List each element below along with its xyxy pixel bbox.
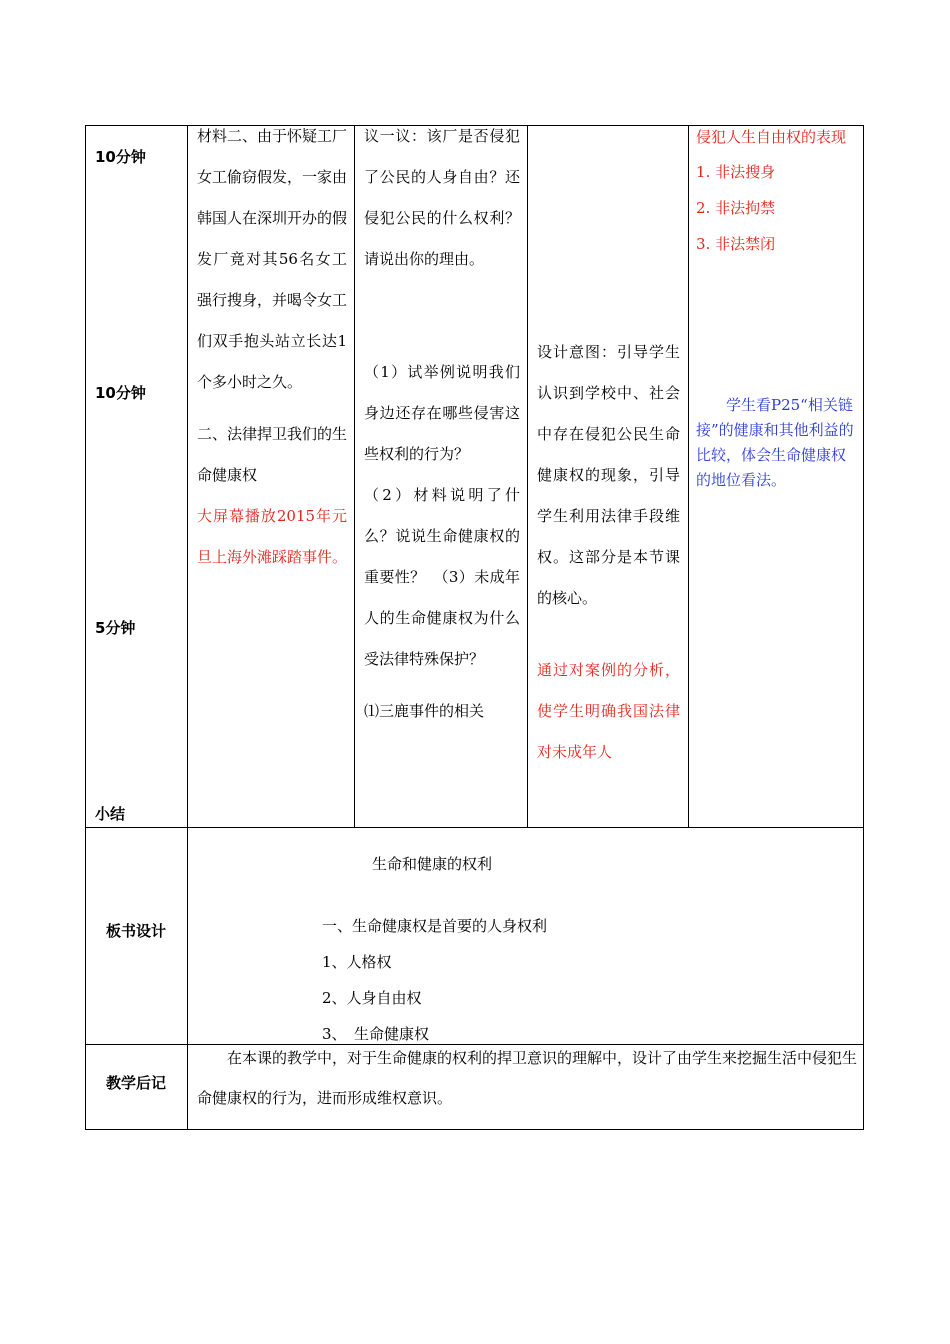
time-10min-second: 10分钟	[95, 384, 146, 402]
notes-column	[696, 116, 856, 493]
board-item: 2、人身自由权	[322, 989, 422, 1007]
column-divider	[187, 125, 188, 1130]
question-two-three: （2）材料说明了什么？说说生命健康权的重要性？ （3）未成年人的生命健康权为什么受法律特殊保护？	[364, 486, 520, 668]
note-item: 2. 非法拘禁	[696, 199, 776, 217]
question-one: （1）试举例说明我们身边还存在哪些侵害这些权利的行为？	[364, 363, 520, 463]
summary-label: 小结	[95, 805, 126, 823]
case-heading: ⑴三鹿事件的相关	[364, 702, 485, 720]
activity-column	[364, 116, 520, 732]
board-heading: 一、生命健康权是首要的人身权利	[322, 917, 548, 935]
board-item: 1、人格权	[322, 953, 392, 971]
intent-column	[537, 332, 680, 773]
infringement-heading: 侵犯人生自由权的表现	[696, 128, 847, 146]
postscript-text: 在本课的教学中，对于生命健康的权利的捍卫意识的理解中，设计了由学生来挖掘生活中侵犯生命健康权的行为，进而形成维权意识。	[197, 1049, 858, 1107]
case-analysis-text: 通过对案例的分析，使学生明确我国法律对未成年人	[537, 661, 680, 761]
time-10min-first: 10分钟	[95, 148, 146, 166]
note-item: 3. 非法禁闭	[696, 235, 776, 253]
section-two-heading: 二、法律捍卫我们的生命健康权	[197, 425, 348, 484]
time-5min: 5分钟	[95, 619, 136, 637]
note-item: 1. 非法搜身	[696, 163, 776, 181]
discussion-prompt: 议一议：该厂是否侵犯了公民的人身自由？还侵犯公民的什么权利？请说出你的理由。	[364, 127, 520, 268]
video-note: 大屏幕播放2015年元旦上海外滩踩踏事件。	[197, 507, 348, 566]
column-divider	[688, 125, 689, 827]
postscript-label: 教学后记	[105, 1074, 166, 1092]
board-design-label: 板书设计	[105, 922, 166, 940]
related-link-note: 学生看P25“相关链接”的健康和其他利益的比较，体会生命健康权的地位看法。	[696, 396, 854, 489]
column-divider	[354, 125, 355, 827]
board-item: 3、 生命健康权	[322, 1025, 430, 1043]
row-divider	[85, 827, 864, 828]
design-intent-text: 设计意图：引导学生认识到学校中、社会中存在侵犯公民生命健康权的现象，引导学生利用法律手段维权。这部分是本节课的核心。	[537, 343, 680, 607]
board-title: 生命和健康的权利	[372, 855, 493, 873]
content-column	[197, 116, 347, 578]
material-two-text: 材料二、由于怀疑工厂女工偷窃假发，一家由韩国人在深圳开办的假发厂竟对其56名女工强行搜身，并喝令女工们双手抱头站立长达1个多小时之久。	[197, 127, 348, 391]
column-divider	[527, 125, 528, 827]
